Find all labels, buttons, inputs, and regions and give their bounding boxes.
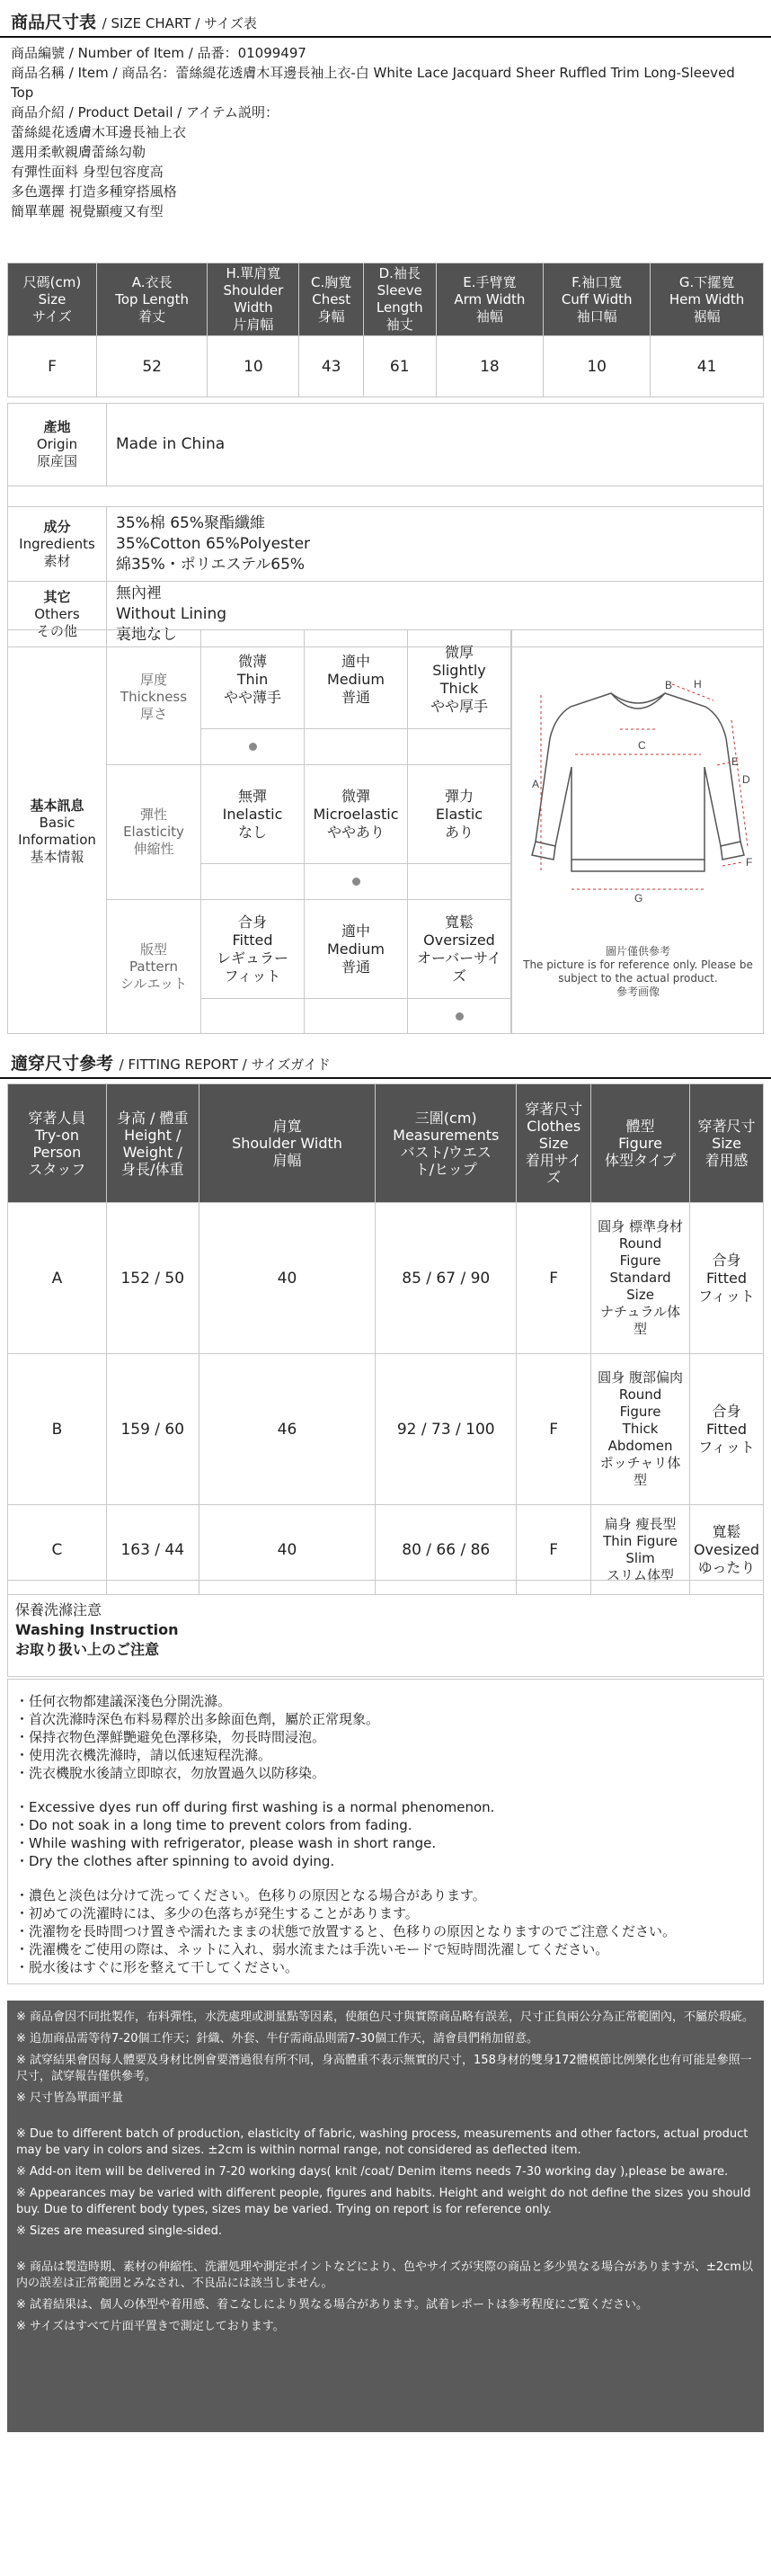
attribute-name-line: 厚さ — [139, 706, 167, 722]
fitting-title — [11, 1050, 760, 1074]
header-line: 着丈 — [138, 308, 166, 325]
fitting-row — [8, 1203, 764, 1354]
header-line: ト/ヒップ — [414, 1160, 477, 1178]
basic-info-block — [7, 629, 764, 1034]
figure-line: ポッチャリ体 — [599, 1455, 681, 1471]
washing-line: ・任何衣物都建議深淺色分開洗滌。 — [15, 1693, 232, 1709]
header-line: スタッフ — [28, 1160, 86, 1178]
washing-line: ・洗衣機脫水後請立即晾衣，勿放置過久以防移染。 — [15, 1765, 326, 1781]
info-line: 有彈性面料 身型包容度高 — [11, 164, 164, 180]
info-line: 蕾絲緹花透膚木耳邊長袖上衣 — [11, 124, 187, 140]
attribute-name — [107, 900, 201, 1034]
caption-line: 圖片僅供參考 — [605, 945, 670, 958]
option-line: 普通 — [341, 958, 370, 976]
option-line: Microelastic — [313, 805, 399, 823]
attribute-option — [201, 765, 305, 864]
header-line: 體型 — [625, 1118, 655, 1135]
figure-line: ナチュラル体 — [600, 1304, 681, 1320]
option-indicator — [408, 729, 511, 764]
origin-value — [107, 404, 763, 486]
ingredients-row — [8, 506, 763, 582]
washing-line: ・保持衣物色澤鮮艷避免色澤移染，勿長時間浸泡。 — [15, 1729, 326, 1745]
info-line: 多色選擇 打造多種穿搭風格 — [11, 183, 177, 200]
info-line: 商品編號 / Number of Item / 品番：01099497 — [11, 45, 306, 61]
header-line: サイズ — [32, 308, 72, 325]
fitting-column-header — [8, 1084, 107, 1203]
header-line: 身幅 — [317, 308, 345, 325]
fitting-column-header — [106, 1084, 199, 1203]
header-line: ズ — [546, 1169, 562, 1186]
header-line: G.下擺寬 — [678, 273, 735, 290]
figure-line: Abdomen — [607, 1438, 673, 1454]
option-indicator — [305, 729, 408, 764]
header-line: A.衣長 — [131, 273, 173, 290]
size-cell: 43 — [299, 336, 363, 397]
attribute-option — [305, 630, 408, 729]
header-line: F.袖口寬 — [572, 273, 623, 290]
header-line: Figure — [618, 1135, 662, 1152]
washing-line: ・Do not soak in a long time to prevent colors from fading. — [15, 1817, 412, 1833]
option-line: フィット — [224, 967, 281, 985]
fitting-column-header — [690, 1084, 764, 1203]
washing-line: ・While washing with refrigerator, please wash in short range. — [15, 1835, 437, 1851]
washing-line: ・首次洗滌時深色布料易釋於出多餘面色劑，屬於正常現象。 — [15, 1711, 380, 1727]
value-line: 35%Cotton 65%Polyester — [116, 534, 311, 553]
option-line: レギュラー — [216, 949, 288, 967]
figure-line: Slim — [625, 1549, 655, 1566]
washing-title-line: 保養洗滌注意 — [15, 1601, 102, 1618]
measure-letter-h: H — [694, 678, 702, 691]
height-weight-cell: 159 / 60 — [106, 1354, 199, 1505]
option-line: オーバーサイ — [416, 949, 502, 967]
attribute-name — [107, 630, 201, 764]
title-main: 商品尺寸表 — [11, 13, 97, 32]
fit-line: 合身 — [712, 1402, 741, 1420]
washing-group — [15, 1692, 756, 1782]
label-line: 產地 — [43, 419, 71, 435]
option-line: 無彈 — [237, 787, 267, 805]
washing-group — [15, 1798, 756, 1870]
header-line: Clothes — [527, 1118, 581, 1135]
option-line: 適中 — [341, 652, 370, 670]
attribute-name-line: Pattern — [129, 958, 178, 975]
product-info — [0, 38, 771, 221]
fitting-table — [7, 1083, 764, 1595]
fitting-column-header — [376, 1084, 517, 1203]
shoulder-cell: 46 — [199, 1354, 376, 1505]
option-indicator — [305, 864, 408, 899]
header-line: Width — [234, 299, 273, 316]
header-line: Sleeve — [377, 282, 422, 299]
option-line: Oversized — [423, 931, 495, 949]
option-line: あり — [444, 823, 474, 841]
option-line: Medium — [327, 670, 385, 688]
washing-title-box — [7, 1580, 764, 1677]
label-line: 基本訊息 — [30, 798, 84, 814]
value-line: Made in China — [116, 435, 226, 453]
label-line: 基本情報 — [30, 849, 84, 865]
header-line: Length — [376, 299, 423, 316]
figure-line: Thick — [622, 1421, 659, 1437]
option-line: なし — [237, 823, 267, 841]
header-line: Cuff Width — [561, 290, 633, 308]
washing-line: ・使用洗衣機洗滌時，請以低速短程洗滌。 — [15, 1747, 272, 1763]
size-cell: 18 — [436, 336, 544, 397]
option-line: ややあり — [326, 823, 385, 841]
label-line: 原産国 — [36, 453, 77, 469]
washing-line: ・洗濯機をご使用の際は、ネットに入れ、弱水流または手洗いモードで短時間洗濯してください。 — [15, 1941, 609, 1957]
clothes-size-cell: F — [517, 1354, 591, 1505]
header-line: 着用サイ — [525, 1152, 582, 1169]
option-line: 彈力 — [444, 787, 474, 805]
attribute-row — [107, 900, 511, 1035]
measure-letter-f: F — [746, 856, 753, 869]
value-line: Without Lining — [116, 604, 227, 623]
note-line: ※ サイズはすべて片面平置きで測定しております。 — [16, 2320, 285, 2333]
sweater-drawing — [512, 630, 764, 936]
fitting-title-main: 適穿尺寸參考 — [11, 1054, 114, 1074]
label-line: 其它 — [43, 588, 71, 605]
header-line: 袖丈 — [386, 316, 413, 333]
size-cell: 41 — [651, 336, 764, 397]
attribute-name — [107, 765, 201, 899]
header-line: Shoulder Width — [232, 1135, 342, 1152]
attribute-row — [107, 630, 511, 765]
label-line: Information — [18, 832, 96, 848]
figure-line: Thin Figure — [603, 1532, 678, 1549]
clothes-size-cell: F — [517, 1505, 591, 1595]
clothes-size-cell: F — [517, 1203, 591, 1354]
figure-line: 扁身 瘦長型 — [604, 1515, 677, 1532]
header-line: 穿著尺寸 — [525, 1101, 583, 1118]
option-indicator — [201, 999, 305, 1034]
label-line: Ingredients — [19, 535, 95, 552]
header-line: Height / — [124, 1126, 182, 1144]
figure-cell — [591, 1203, 690, 1354]
label-line: Origin — [36, 436, 78, 452]
header-line: Size — [712, 1135, 741, 1152]
header-line: Hem Width — [669, 290, 745, 308]
value-line: 35%棉 65%聚酯纖維 — [116, 513, 265, 532]
height-weight-cell: 152 / 50 — [106, 1203, 199, 1354]
measure-letter-a: A — [532, 778, 540, 790]
washing-line: ・脱水後はすぐに形を整えて干してください。 — [15, 1959, 299, 1975]
size-cell: 10 — [544, 336, 651, 397]
option-line: やや厚手 — [430, 697, 488, 715]
option-line: 微厚 — [444, 643, 474, 661]
basic-info-label — [8, 630, 107, 1033]
fitting-title-sub: / FITTING REPORT / サイズガイド — [119, 1056, 331, 1073]
attribute-name-line: 厚度 — [139, 672, 167, 688]
size-column-header — [436, 263, 544, 336]
header-line: 肩寬 — [272, 1118, 302, 1135]
size-column-header — [8, 263, 97, 336]
washing-group — [15, 1886, 756, 1976]
value-line: 無內裡 — [116, 584, 162, 602]
attribute-name-line: 版型 — [139, 941, 167, 958]
attribute-name-line: Elasticity — [123, 824, 184, 840]
fitting-column-header — [517, 1084, 591, 1203]
figure-line: Size — [626, 1287, 654, 1303]
measure-letter-b: B — [665, 679, 673, 691]
option-line: 微彈 — [341, 787, 370, 805]
label-line: 成分 — [43, 518, 71, 535]
figure-line: 圓身 腹部偏肉 — [598, 1369, 683, 1386]
size-column-header — [208, 263, 299, 336]
figure-line: 圓身 標準身材 — [598, 1218, 683, 1235]
option-indicator — [408, 864, 511, 899]
measure-letter-c: C — [638, 739, 646, 752]
note-gap — [16, 2251, 755, 2260]
header-line: 体型タイプ — [604, 1152, 677, 1169]
figure-line: スリム体型 — [607, 1566, 675, 1583]
size-cell: F — [8, 336, 97, 397]
header-line: Weight / — [122, 1143, 182, 1161]
washing-line: ・Dry the clothes after spinning to avoid dying. — [15, 1853, 335, 1869]
info-line: 商品名稱 / Item / 商品名：蕾絲緹花透膚木耳邊長袖上衣-白 White Lace Jacquard Sheer Ruffled Trim Long-Sleeved Top — [11, 65, 735, 101]
header-line: C.胸寬 — [311, 273, 352, 290]
fit-line: Fitted — [705, 1420, 748, 1438]
header-line: Size — [38, 290, 66, 308]
option-line: Fitted — [232, 931, 273, 949]
attribute-option — [201, 630, 305, 729]
note-line: ※ 試穿結果會因每人體要及身材比例會要潛過很有所不同，身高體重不表示無實的尺寸，158身材的雙身172體模節比例樂化也有可能是參照一尺寸，試穿報告僅供參考。 — [16, 2054, 752, 2083]
header-line: Arm Width — [454, 290, 526, 308]
size-column-header — [299, 263, 363, 336]
value-line: 裏地なし — [116, 625, 177, 644]
washing-instructions — [7, 1679, 764, 1984]
info-line: 簡單華麗 視覺顯瘦又有型 — [11, 203, 164, 219]
title-sub: / SIZE CHART / サイズ表 — [102, 15, 257, 31]
header-line: 片肩幅 — [233, 316, 274, 333]
measurements-cell: 80 / 66 / 86 — [376, 1505, 517, 1595]
attribute-option — [305, 765, 408, 864]
washing-title-line: お取り扱い上のご注意 — [15, 1641, 160, 1658]
option-line: Medium — [327, 940, 385, 958]
option-line: Elastic — [435, 805, 483, 823]
attribute-option — [408, 630, 511, 729]
option-line: やや薄手 — [223, 688, 281, 706]
size-column-header — [363, 263, 436, 336]
attribute-option — [408, 765, 511, 864]
ingredients-value — [107, 507, 763, 581]
figure-line: Round — [618, 1235, 662, 1252]
header-line: 肩幅 — [272, 1152, 302, 1169]
header-line: Size — [538, 1135, 569, 1152]
figure-line: Figure — [619, 1404, 661, 1420]
selected-dot — [249, 743, 257, 751]
note-line: ※ 尺寸皆為單面平量 — [16, 2091, 124, 2105]
origin-label — [8, 404, 107, 486]
garment-diagram — [511, 630, 763, 1033]
washing-line: ・Excessive dyes run off during first washing is a normal phenomenon. — [15, 1799, 495, 1815]
header-line: 裾幅 — [693, 308, 721, 325]
header-line: 袖幅 — [475, 308, 503, 325]
fit-line: Ovesized — [693, 1540, 760, 1558]
washing-title-line: Washing Instruction — [15, 1621, 179, 1638]
size-cell: 61 — [363, 336, 436, 397]
attribute-name-line: Thickness — [120, 689, 188, 705]
washing-line: ・濃色と淡色は分けて洗ってください。色移りの原因となる場合があります。 — [15, 1887, 486, 1903]
option-line: 合身 — [237, 913, 267, 931]
shoulder-cell: 40 — [199, 1203, 376, 1354]
washing-line: ・洗濯物を長時間つけ置きや濡れたままの状態で放置すると、色移りの原因となりますのでご注意ください。 — [15, 1923, 677, 1939]
attribute-option — [305, 900, 408, 999]
person-cell: C — [8, 1505, 107, 1595]
header-line: 着用感 — [705, 1152, 749, 1169]
origin-row — [8, 404, 763, 486]
label-line: Others — [34, 605, 80, 622]
header-line: 尺碼(cm) — [22, 273, 82, 290]
header-line: 三圍(cm) — [414, 1109, 477, 1127]
note-line: ※ 試着結果は、個人の体型や着用感、着こなしにより異なる場合があります。試着レポートは参考程度にご覧ください。 — [16, 2298, 648, 2312]
value-line: 綿35%・ポリエステル65% — [116, 555, 306, 574]
note-line: ※ 商品は製造時期、素材の伸縮性、洗濯処理や測定ポイントなどにより、色やサイズが実際の商品と多少異なる場合がありますが、±2cm以内の誤差は正常範囲とみなされ、不良品には該当しません。 — [16, 2260, 753, 2290]
note-line: ※ Due to different batch of production, elasticity of fabric, washing process, measurements and other factors, actual product may be vary in colors and sizes. ±2cm is within normal range, not considered as deflected item. — [16, 2127, 749, 2157]
figure-line: 型 — [634, 1472, 648, 1488]
size-table — [7, 263, 764, 397]
option-indicator — [201, 864, 305, 899]
header-line: Chest — [312, 290, 351, 308]
size-cell: 10 — [208, 336, 299, 397]
measure-letter-g: G — [634, 892, 643, 905]
option-line: Inelastic — [222, 805, 283, 823]
fit-line: フィット — [698, 1287, 755, 1305]
header-line: H.單肩寬 — [226, 265, 281, 281]
ingredients-label — [8, 507, 107, 581]
caption-line: The picture is for reference only. Please be — [523, 958, 753, 971]
washing-line: ・初めての洗濯時には、多少の色落ちが発生することがあります。 — [15, 1905, 419, 1921]
label-line: 素材 — [43, 552, 71, 569]
option-indicator — [201, 729, 305, 764]
option-line: Slightly — [432, 661, 486, 679]
caption-line: subject to the actual product. — [558, 972, 718, 985]
fitting-row — [8, 1354, 764, 1505]
notes-box — [7, 2001, 764, 2432]
fit-line: Fitted — [705, 1269, 748, 1287]
note-line: ※ Add-on item will be delivered in 7-20 working days( knit /coat/ Denim items needs 7-30 working day ),please be aware. — [16, 2165, 729, 2179]
note-line: ※ 商品會因不同批製作，布料彈性，水洗處理或測量點等因素，使顏色尺寸與實際商品略有誤差，尺寸正負兩公分為正常範圍內，不屬於瑕疵。 — [16, 2010, 755, 2024]
fitting-table-header — [8, 1084, 764, 1203]
header-line: 身長/体重 — [121, 1160, 184, 1178]
meta-table — [7, 403, 764, 647]
info-line: 選用柔軟親膚蕾絲勾勒 — [11, 144, 146, 160]
option-indicator — [305, 999, 408, 1034]
size-chart-title — [0, 0, 771, 36]
label-line: その他 — [36, 622, 77, 639]
figure-line: 型 — [634, 1321, 648, 1337]
header-line: 穿著尺寸 — [697, 1118, 756, 1135]
size-table-header — [8, 263, 764, 336]
size-column-header — [544, 263, 651, 336]
option-line: 普通 — [341, 688, 370, 706]
figure-line: Round — [618, 1386, 662, 1403]
fit-cell — [690, 1203, 764, 1354]
attribute-row — [107, 765, 511, 900]
header-line: 身高 / 體重 — [116, 1109, 189, 1127]
option-line: Thick — [439, 679, 479, 697]
note-line: ※ Appearances may be varied with different people, figures and habits. Height and weight do not define the sizes you should buy. Due to different body types, sizes may be varied. Trying on report is for reference only. — [16, 2187, 751, 2216]
person-cell: A — [8, 1203, 107, 1354]
fit-cell — [690, 1354, 764, 1505]
option-line: Thin — [236, 670, 269, 688]
size-table-row — [8, 336, 764, 397]
note-gap — [16, 2117, 755, 2126]
header-line: Try-on — [34, 1126, 79, 1144]
attribute-name-line: 彈性 — [139, 807, 167, 823]
diagram-caption — [512, 945, 764, 999]
header-line: E.手臂寬 — [463, 273, 517, 290]
figure-line: Figure — [619, 1252, 661, 1269]
size-cell: 52 — [96, 336, 207, 397]
size-column-header — [651, 263, 764, 336]
height-weight-cell: 163 / 44 — [106, 1505, 199, 1595]
info-line: 商品介紹 / Product Detail / アイテム説明： — [11, 104, 279, 120]
attribute-option — [408, 900, 511, 999]
figure-cell — [591, 1354, 690, 1505]
figure-line: Standard — [609, 1270, 671, 1286]
fitting-column-header — [199, 1084, 376, 1203]
fit-line: フィット — [698, 1438, 755, 1456]
attribute-option — [201, 900, 305, 999]
option-line: 適中 — [341, 922, 370, 940]
selected-dot — [456, 1012, 464, 1021]
person-cell: B — [8, 1354, 107, 1505]
attribute-name-line: シルエット — [120, 976, 188, 992]
header-line: Shoulder — [223, 282, 284, 299]
shoulder-cell: 40 — [199, 1505, 376, 1595]
header-line: 穿著人員 — [28, 1109, 86, 1127]
header-line: バスト/ウエス — [400, 1143, 492, 1161]
attribute-name-line: 伸縮性 — [133, 841, 174, 857]
measure-letter-d: D — [742, 773, 750, 786]
fit-line: 合身 — [712, 1251, 741, 1269]
fit-line: ゆったり — [697, 1558, 756, 1576]
header-line: Measurements — [393, 1126, 500, 1144]
fitting-divider — [0, 1077, 771, 1079]
product-header — [0, 0, 771, 221]
option-line: ズ — [451, 967, 466, 985]
option-line: 寬鬆 — [444, 913, 474, 931]
size-column-header — [96, 263, 207, 336]
fit-line: 寬鬆 — [712, 1522, 741, 1540]
header-line: Person — [32, 1143, 82, 1161]
measurements-cell: 92 / 73 / 100 — [376, 1354, 517, 1505]
header-line: D.袖長 — [378, 265, 421, 281]
fitting-column-header — [591, 1084, 690, 1203]
note-line: ※ Sizes are measured single-sided. — [16, 2224, 223, 2238]
note-line: ※ 追加商品需等待7-20個工作天；針織、外套、牛仔需商品則需7-30個工作天，請會員們稍加留意。 — [16, 2032, 539, 2046]
header-line: Top Length — [115, 290, 190, 308]
option-line: 微薄 — [237, 652, 267, 670]
caption-line: 參考画像 — [616, 985, 660, 998]
header-line: 袖口幅 — [576, 308, 617, 325]
measure-letter-e: E — [731, 755, 740, 768]
label-line: Basic — [39, 815, 75, 831]
measurements-cell: 85 / 67 / 90 — [376, 1203, 517, 1354]
selected-dot — [352, 878, 360, 886]
option-indicator — [408, 999, 511, 1034]
